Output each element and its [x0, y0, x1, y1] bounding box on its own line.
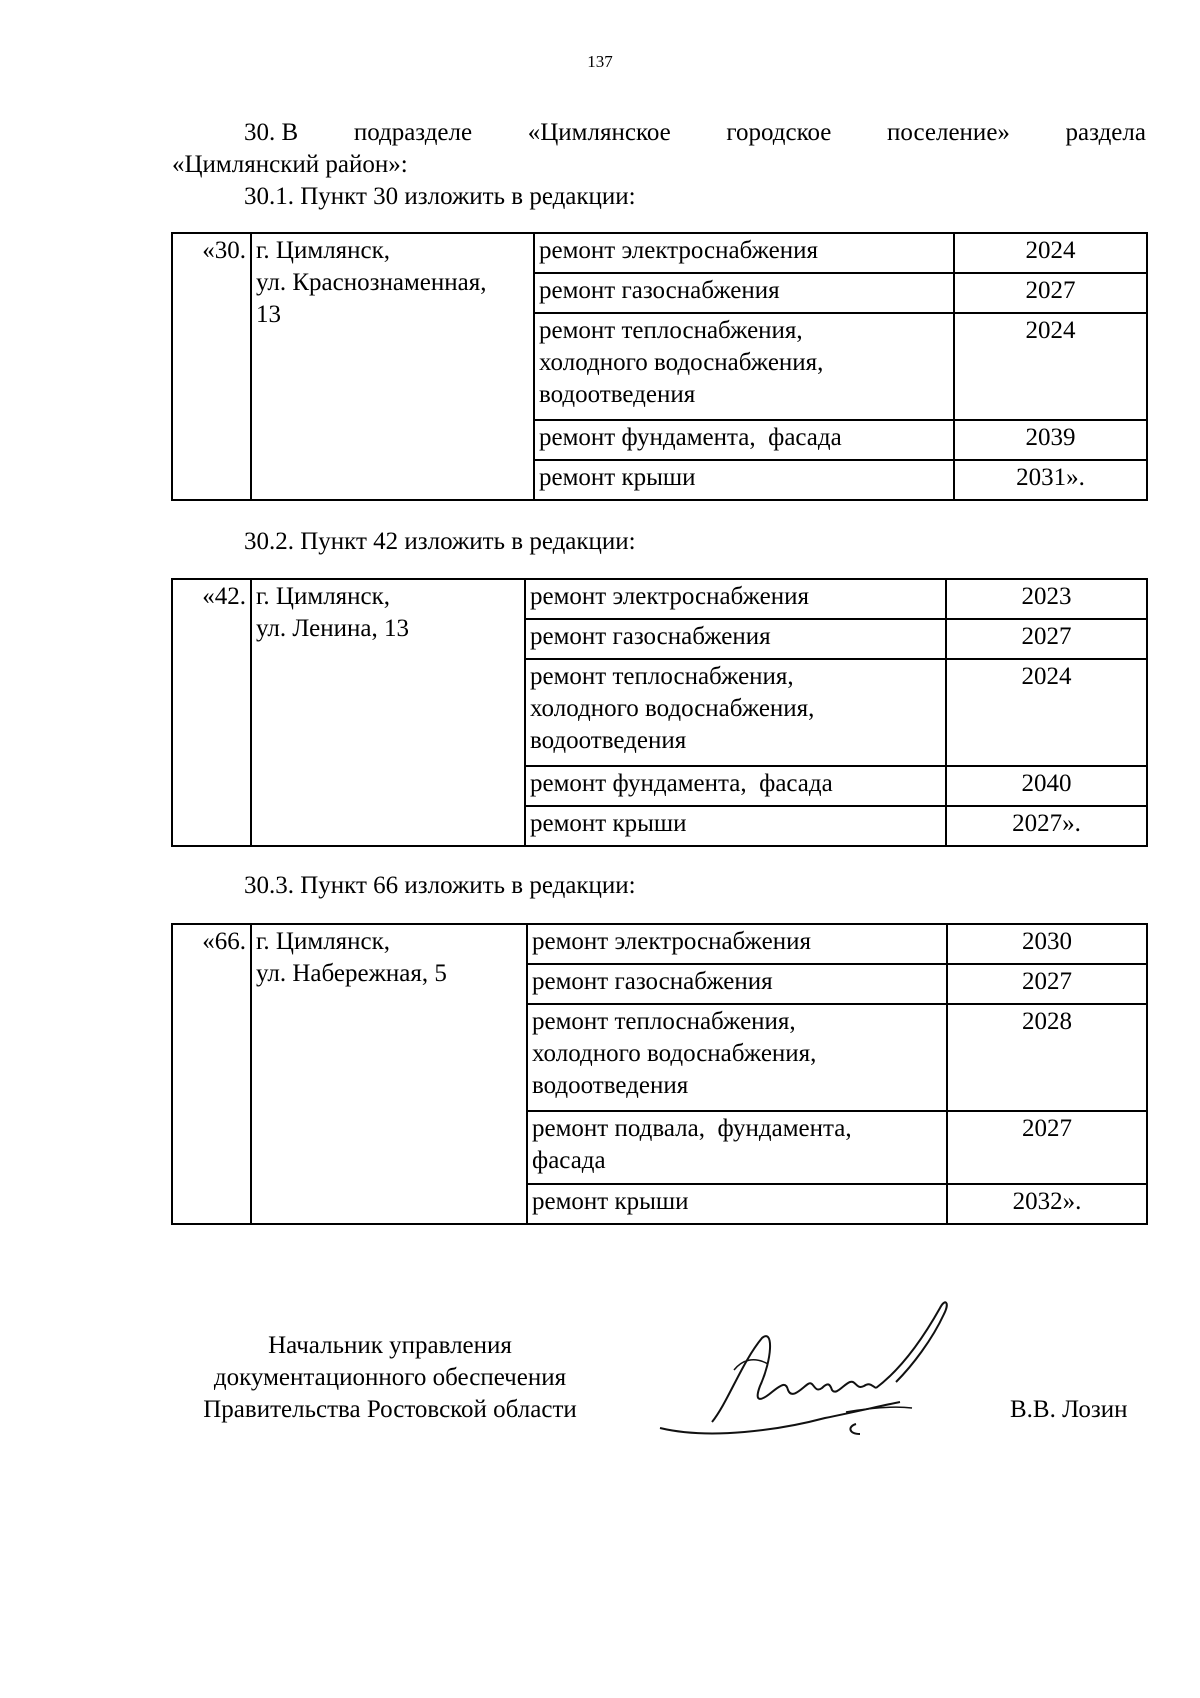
table-row [172, 924, 1147, 964]
signatory-title-line: Правительства Ростовской области [203, 1396, 577, 1423]
work-line: ремонт электроснабжения [539, 237, 818, 264]
work-type-cell [534, 273, 954, 313]
intro-word: городское [726, 119, 832, 146]
year-cell: 2023 [946, 579, 1147, 619]
signatory-name: В.В. Лозин [1010, 1396, 1128, 1423]
signatory-title [172, 1330, 608, 1426]
amendment-table [171, 232, 1148, 501]
work-line: ремонт электроснабжения [532, 928, 811, 955]
work-line: ремонт теплоснабжения, [539, 317, 803, 344]
work-line: ремонт газоснабжения [539, 277, 780, 304]
intro-word: раздела [1065, 119, 1146, 146]
address-line: ул. Краснознаменная, [256, 269, 487, 296]
work-line: ремонт газоснабжения [530, 623, 771, 650]
intro-word: подразделе [353, 119, 473, 146]
work-line: холодного водоснабжения, [532, 1040, 817, 1067]
item-number: «42. [172, 579, 251, 846]
work-type-cell [534, 420, 954, 460]
item-number: «30. [172, 233, 251, 500]
year-cell: 2024 [946, 659, 1147, 766]
work-line: ремонт электроснабжения [530, 583, 809, 610]
work-line: ремонт крыши [539, 464, 696, 491]
year-cell: 2027». [946, 806, 1147, 846]
section-heading: 30.1. Пункт 30 изложить в редакции: [244, 183, 636, 210]
year-cell: 2027 [946, 619, 1147, 659]
work-line: водоотведения [532, 1072, 689, 1099]
year-cell: 2040 [946, 766, 1147, 806]
work-line: холодного водоснабжения, [530, 695, 815, 722]
work-line: ремонт теплоснабжения, [532, 1008, 796, 1035]
page-number: 137 [587, 52, 613, 71]
amendment-table [171, 923, 1148, 1225]
work-type-cell [527, 1111, 947, 1184]
year-cell: 2027 [947, 1111, 1147, 1184]
year-cell: 2024 [954, 233, 1147, 273]
item-number: «66. [172, 924, 251, 1224]
amendment-table [171, 578, 1148, 847]
work-type-cell [534, 233, 954, 273]
work-type-cell [525, 619, 946, 659]
work-line: ремонт крыши [530, 810, 687, 837]
address-line: г. Цимлянск, [256, 928, 391, 955]
intro-word: поселение» [886, 119, 1010, 146]
signatory-title-line: Начальник управления [268, 1332, 512, 1359]
work-type-cell [527, 964, 947, 1004]
address-line: 13 [256, 301, 281, 328]
year-cell: 2024 [954, 313, 1147, 420]
work-line: ремонт теплоснабжения, [530, 663, 794, 690]
work-line: холодного водоснабжения, [539, 349, 824, 376]
address-line: ул. Ленина, 13 [256, 615, 409, 642]
table-row [172, 233, 1147, 273]
address-line: г. Цимлянск, [256, 237, 391, 264]
work-type-cell [525, 579, 946, 619]
address-line: ул. Набережная, 5 [256, 960, 447, 987]
work-line: ремонт фундамента, фасада [530, 770, 833, 797]
year-cell: 2031». [954, 460, 1147, 500]
work-line: ремонт фундамента, фасада [539, 424, 842, 451]
work-line: водоотведения [539, 381, 696, 408]
work-type-cell [534, 313, 954, 420]
work-type-cell [525, 766, 946, 806]
table-row [172, 579, 1147, 619]
work-line: водоотведения [530, 727, 687, 754]
work-type-cell [527, 1184, 947, 1224]
address-line: г. Цимлянск, [256, 583, 391, 610]
intro-paragraph-line-1 [244, 117, 1146, 149]
work-line: ремонт подвала, фундамента, [532, 1115, 852, 1142]
work-type-cell [525, 659, 946, 766]
work-type-cell [534, 460, 954, 500]
address-cell [251, 924, 527, 1224]
address-cell [251, 579, 525, 846]
year-cell: 2032». [947, 1184, 1147, 1224]
address-cell [251, 233, 534, 500]
year-cell: 2028 [947, 1004, 1147, 1111]
year-cell: 2027 [947, 964, 1147, 1004]
handwritten-signature [650, 1290, 990, 1450]
year-cell: 2039 [954, 420, 1147, 460]
work-type-cell [525, 806, 946, 846]
year-cell: 2027 [954, 273, 1147, 313]
signatory-title-line: документационного обеспечения [213, 1364, 567, 1391]
intro-word: 30. В [244, 119, 299, 146]
work-line: ремонт крыши [532, 1188, 689, 1215]
section-heading: 30.2. Пункт 42 изложить в редакции: [244, 528, 636, 555]
work-line: ремонт газоснабжения [532, 968, 773, 995]
section-heading: 30.3. Пункт 66 изложить в редакции: [244, 872, 636, 899]
year-cell: 2030 [947, 924, 1147, 964]
work-line: фасада [532, 1147, 606, 1174]
intro-paragraph-line-2: «Цимлянский район»: [172, 151, 408, 178]
intro-word: «Цимлянское [527, 119, 671, 146]
work-type-cell [527, 924, 947, 964]
work-type-cell [527, 1004, 947, 1111]
